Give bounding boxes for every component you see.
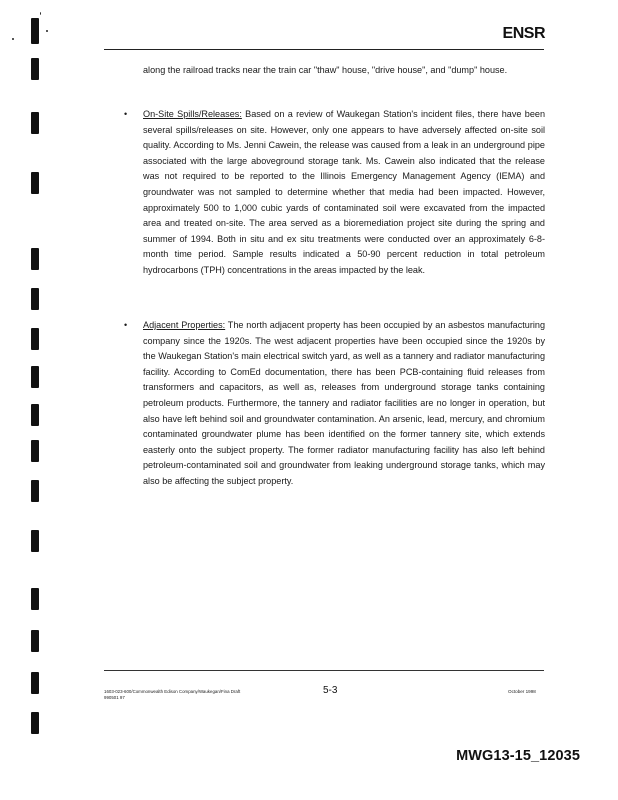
continuation-paragraph: along the railroad tracks near the train car "thaw" house, "drive house", and "dump" house. [143,65,508,75]
binder-mark [31,366,39,388]
footer-reference-line1: 1603-023-600/Commonwealth Edison Company/Waukegan/Fina Draft [104,689,241,694]
bates-number: MWG13-15_12035 [456,748,580,764]
binder-mark [31,530,39,552]
binder-mark [31,630,39,652]
bullet-lead: Adjacent Properties: [143,320,226,330]
bullet-lead: On-Site Spills/Releases: [143,109,242,119]
binder-mark [31,672,39,694]
bullet-text: The north adjacent property has been occupied by an asbestos manufacturing company since the 1920s. The west adjacent properties have been occupied since the 1920s by the Waukegan Station's main electrical switch yard, as well as a tannery and radiator manufacturing facility. According to ComEd documentation, there has been PCB-containing fluid releases from transformers and capacitors, as well as, releases from underground storage tanks containing petroleum products. Furthermore, the tannery and radiator facilities are no longer in operation, but also have left behind soil and groundwater contamination. An arsenic, lead, mercury, and chromium contaminated groundwater plume has been identified on the former tannery site, which extends easterly onto the subject property. The former radiator manufacturing facility has also left behind petroleum-contaminated soil and groundwater from leaking underground storage tanks, which may also be affecting the subject property. [143,320,545,486]
binder-mark [31,588,39,610]
bullet-text: Based on a review of Waukegan Station's incident files, there have been several spills/releases on site. However, only one appears to have adversely affected on-site soil quality. According to Ms. Jenni Cawein, the release was caused from a leak in an underground pipe associated with the large aboveground storage tank. Ms. Cawein also indicated that the release was not required to be reported to the Illinois Emergency Management Agency (IEMA) and groundwater was not sampled to determine whether that media had been impacted. However, approximately 500 to 1,000 cubic yards of contaminated soil were excavated from the impacted area and treated on-site. The area served as a bioremediation project site during the spring and summer of 1994. Both in situ and ex situ treatments were conducted over an approximately 6-8-month time period. Sample results indicated a 50-90 percent reduction in total petroleum hydrocarbons (TPH) concentrations in the areas impacted by the leak. [143,109,545,275]
binder-mark [31,248,39,270]
scan-speck [40,12,41,15]
scan-speck [46,30,48,32]
bullet-adjacent-properties [124,318,545,490]
binder-mark [31,480,39,502]
footer-rule [104,670,544,671]
footer-reference-line2: 990501 97 [104,695,125,700]
binder-mark [31,58,39,80]
scan-speck [12,38,14,40]
binder-mark [31,288,39,310]
header-rule [104,49,544,50]
page-number: 5-3 [323,685,338,696]
binder-mark [31,328,39,350]
binder-mark [31,172,39,194]
binder-mark [31,440,39,462]
bullet-onsite-spills [124,107,545,279]
footer-date: October 1998 [508,689,536,694]
binder-mark [31,18,39,44]
binder-mark [31,712,39,734]
binder-mark [31,112,39,134]
bullet-icon: • [124,320,128,330]
footer-reference [104,689,240,701]
bullet-icon: • [124,109,128,119]
binder-mark [31,404,39,426]
company-logo: ENSR [502,25,545,42]
